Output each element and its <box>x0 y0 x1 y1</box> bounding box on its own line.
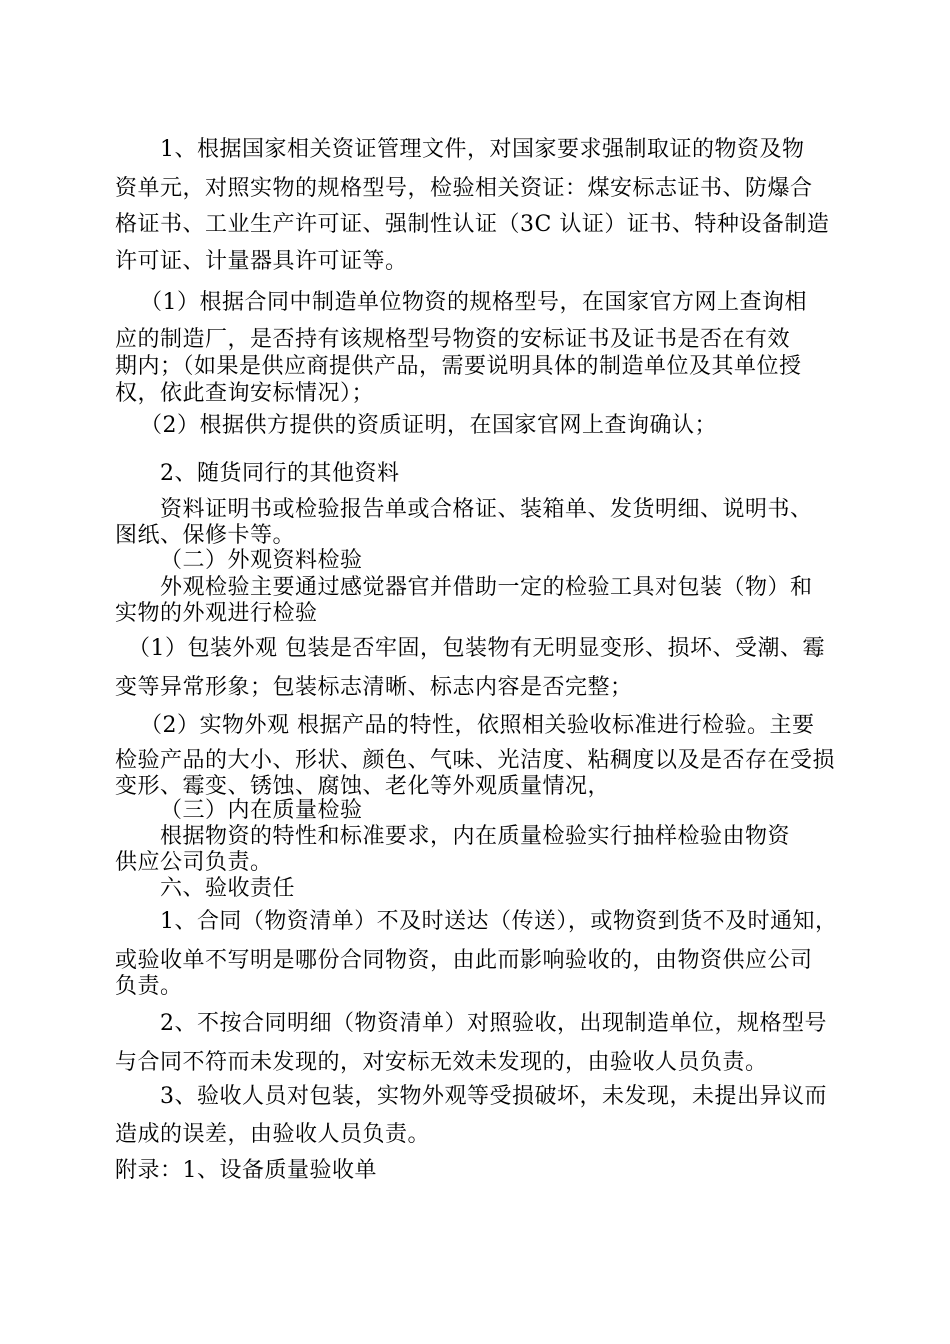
text-line: 1、根据国家相关资证管理文件，对国家要求强制取证的物资及物 <box>160 137 805 162</box>
text-line: （2）实物外观 根据产品的特性，依照相关验收标准进行检验。主要 <box>140 713 815 738</box>
text-line: 根据物资的特性和标准要求，内在质量检验实行抽样检验由物资 <box>160 824 791 849</box>
text-line: （1）根据合同中制造单位物资的规格型号，在国家官方网上查询相 <box>140 290 807 315</box>
section-heading: （三）内在质量检验 <box>160 798 363 823</box>
text-line: 权，依此查询安标情况）； <box>115 381 375 406</box>
text-line: 应的制造厂，是否持有该规格型号物资的安标证书及证书是否在有效 <box>115 327 791 352</box>
section-heading: 六、验收责任 <box>160 876 296 901</box>
text-line: 外观检验主要通过感觉器官并借助一定的检验工具对包装（物）和 <box>160 575 813 600</box>
text-line: 造成的误差，由验收人员负责。 <box>115 1122 431 1147</box>
text-line: 实物的外观进行检验 <box>115 601 318 626</box>
text-line: 资单元，对照实物的规格型号，检验相关资证：煤安标志证书、防爆合 <box>115 176 813 201</box>
text-line: 1、合同（物资清单）不及时送达（传送），或物资到货不及时通知， <box>160 909 838 934</box>
text-line: （2）根据供方提供的资质证明，在国家官网上查询确认； <box>140 413 717 438</box>
text-line: 或验收单不写明是哪份合同物资，由此而影响验收的，由物资供应公司 <box>115 948 813 973</box>
text-line: 格证书、工业生产许可证、强制性认证（3C 认证）证书、特种设备制造 <box>115 212 830 237</box>
text-line: 许可证、计量器具许可证等。 <box>115 249 408 274</box>
text-line: （1）包装外观 包装是否牢固，包装物有无明显变形、损坏、受潮、霉 <box>128 636 825 661</box>
text-line: 负责。 <box>115 974 183 999</box>
text-line: 2、随货同行的其他资料 <box>160 461 400 486</box>
text-line: 3、验收人员对包装，实物外观等受损破坏，未发现，未提出异议而 <box>160 1084 827 1109</box>
text-line: 变形、霉变、锈蚀、腐蚀、老化等外观质量情况， <box>115 774 611 799</box>
text-line: 与合同不符而未发现的，对安标无效未发现的，由验收人员负责。 <box>115 1050 768 1075</box>
appendix-line: 附录：1、设备质量验收单 <box>115 1158 377 1183</box>
text-line: 期内；（如果是供应商提供产品，需要说明具体的制造单位及其单位授 <box>115 354 802 379</box>
text-line: 2、不按合同明细（物资清单）对照验收，出现制造单位，规格型号 <box>160 1011 827 1036</box>
text-line: 供应公司负责。 <box>115 850 273 875</box>
text-line: 资料证明书或检验报告单或合格证、装箱单、发货明细、说明书、 <box>160 497 813 522</box>
section-heading: （二）外观资料检验 <box>160 548 363 573</box>
text-line: 图纸、保修卡等。 <box>115 523 296 548</box>
text-line: 变等异常形象；包装标志清晰、标志内容是否完整； <box>115 675 633 700</box>
text-line: 检验产品的大小、形状、颜色、气味、光洁度、粘稠度以及是否存在受损 <box>115 748 836 773</box>
